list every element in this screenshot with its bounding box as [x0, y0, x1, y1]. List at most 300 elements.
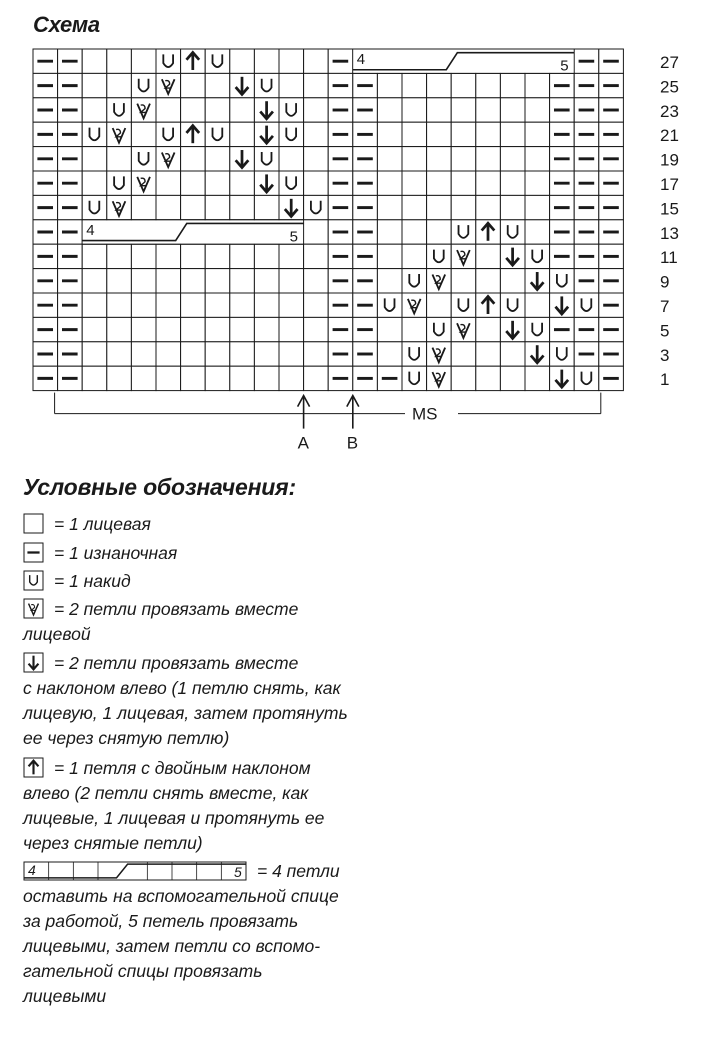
knit-cell: [181, 244, 206, 268]
purl-cell: [550, 98, 575, 122]
knit-cell: [377, 220, 402, 244]
ms-label: MS: [412, 404, 438, 424]
knit-cell: [427, 122, 452, 146]
legend-item-text: = 1 изнаночная: [54, 543, 178, 563]
purl-cell: [33, 195, 58, 219]
knit-cell: [254, 269, 279, 293]
knit-cell: [304, 98, 329, 122]
purl-cell: [58, 171, 83, 195]
ssk-cell: [230, 73, 255, 97]
purl-cell: [353, 171, 378, 195]
legend-item-ssk: [23, 651, 383, 751]
yarn-over-cell: [254, 73, 279, 97]
purl-cell: [33, 98, 58, 122]
legend-symbol-svg: [23, 652, 44, 673]
purl-cell: [353, 98, 378, 122]
knit-cell: [525, 73, 550, 97]
knit-cell: [181, 73, 206, 97]
knit-cell: [476, 122, 501, 146]
purl-cell: [58, 98, 83, 122]
knit-cell: [500, 73, 525, 97]
yarn-over-cell: [500, 293, 525, 317]
purl-cell: [328, 366, 353, 390]
chart-row: [33, 269, 623, 293]
knit-cell: [304, 147, 329, 171]
knit-cell: [427, 147, 452, 171]
knit-cell: [230, 98, 255, 122]
knit-cell: [82, 366, 107, 390]
knit-cell: [451, 366, 476, 390]
purl-cell: [574, 98, 599, 122]
knit-cell: [82, 342, 107, 366]
purl-cell: [574, 342, 599, 366]
legend-item-text: = 1 лицевая: [54, 514, 151, 534]
legend-item-k2tog: [23, 597, 383, 647]
knit-cell: [402, 73, 427, 97]
purl-cell: [574, 195, 599, 219]
knit-cell: [304, 73, 329, 97]
knit-cell: [107, 366, 132, 390]
legend-item-text: = 4 петли оставить на вспомогательной спице за работой, 5 петель провязать лицевыми, затем петли со вспомо- гательной спицы провязать лицевыми: [23, 861, 340, 1006]
knit-cell: [402, 98, 427, 122]
knit-cell: [451, 73, 476, 97]
row-number: 21: [660, 126, 679, 146]
yarn-over-cell: [205, 122, 230, 146]
legend-symbol-svg: [23, 513, 44, 534]
purl-cell: [58, 122, 83, 146]
purl-cell: [33, 342, 58, 366]
knit-cell: [500, 195, 525, 219]
yarn-over-cell: [107, 98, 132, 122]
k2tog-symbol-icon: [23, 598, 44, 619]
purl-cell: [550, 317, 575, 341]
knit-cell: [476, 317, 501, 341]
yarn-over-cell: [550, 342, 575, 366]
k2tog-cell: [156, 73, 181, 97]
knit-cell: [181, 293, 206, 317]
k2tog-cell: [131, 171, 156, 195]
purl-cell: [599, 171, 624, 195]
purl-cell: [33, 171, 58, 195]
knit-cell: [181, 366, 206, 390]
knit-cell: [254, 342, 279, 366]
knit-cell: [131, 195, 156, 219]
purl-cell: [328, 269, 353, 293]
knit-cell: [230, 269, 255, 293]
knit-cell: [377, 244, 402, 268]
knit-cell: [205, 171, 230, 195]
knit-cell: [427, 220, 452, 244]
cable-right-count: 5: [289, 228, 298, 246]
legend-item-purl: [23, 541, 383, 566]
knit-cell: [451, 269, 476, 293]
ssk-cell: [550, 293, 575, 317]
knit-cell: [304, 269, 329, 293]
knit-cell: [131, 342, 156, 366]
knit-cell: [82, 244, 107, 268]
purl-cell: [33, 317, 58, 341]
purl-cell: [58, 195, 83, 219]
knit-cell: [402, 195, 427, 219]
purl-cell: [550, 195, 575, 219]
knit-cell: [476, 73, 501, 97]
purl-cell: [574, 317, 599, 341]
purl-cell: [353, 342, 378, 366]
double-decrease-cell: [476, 293, 501, 317]
purl-cell: [328, 147, 353, 171]
k2tog-cell: [451, 244, 476, 268]
yarn-over-cell: [402, 366, 427, 390]
knit-cell: [205, 147, 230, 171]
chart-row: [33, 317, 623, 341]
knit-cell: [279, 269, 304, 293]
row-number: 15: [660, 199, 679, 219]
purl-cell: [328, 244, 353, 268]
knit-cell: [230, 171, 255, 195]
row-number: 11: [660, 248, 678, 268]
yarn-over-cell: [82, 195, 107, 219]
knit-cell: [181, 317, 206, 341]
knit-cell: [304, 171, 329, 195]
knit-cell: [377, 342, 402, 366]
row-number: 7: [660, 297, 670, 317]
knit-cell: [230, 122, 255, 146]
row-number: 9: [660, 272, 670, 292]
knit-cell: [525, 147, 550, 171]
knitting-chart: [0, 0, 719, 460]
ssk-cell: [525, 342, 550, 366]
knit-cell: [230, 293, 255, 317]
chart-row: [33, 366, 623, 390]
purl-cell: [574, 220, 599, 244]
purl-cell: [353, 73, 378, 97]
purl-cell: [328, 317, 353, 341]
knit-cell: [82, 98, 107, 122]
purl-cell: [58, 73, 83, 97]
row-number: 17: [660, 175, 679, 195]
knit-cell: [451, 171, 476, 195]
knit-cell: [402, 244, 427, 268]
knit-cell: [254, 366, 279, 390]
knit-cell: [451, 98, 476, 122]
chart-row: [33, 195, 623, 219]
k2tog-cell: [107, 122, 132, 146]
purl-cell: [599, 269, 624, 293]
knit-cell: [156, 366, 181, 390]
yarn-over-cell: [451, 293, 476, 317]
purl-cell: [599, 49, 624, 73]
knit-cell: [500, 342, 525, 366]
knit-cell: [476, 269, 501, 293]
knit-cell: [304, 244, 329, 268]
k2tog-cell: [427, 342, 452, 366]
purl-cell: [550, 73, 575, 97]
knit-cell: [377, 195, 402, 219]
purl-cell: [58, 220, 83, 244]
knit-cell: [500, 98, 525, 122]
k2tog-cell: [131, 98, 156, 122]
purl-cell: [328, 220, 353, 244]
yarn-over-cell: [156, 49, 181, 73]
purl-cell: [574, 73, 599, 97]
purl-cell: [550, 122, 575, 146]
chart-title: Схема: [33, 12, 100, 37]
purl-cell: [58, 342, 83, 366]
knit-cell: [525, 98, 550, 122]
marker-a: [298, 396, 310, 453]
knit-cell: [476, 366, 501, 390]
ms-bracket: [55, 393, 601, 424]
purl-cell: [328, 73, 353, 97]
yarn-over-cell: [156, 122, 181, 146]
knit-cell: [107, 244, 132, 268]
yarn-over-cell: [451, 220, 476, 244]
k2tog-cell: [451, 317, 476, 341]
knit-cell: [402, 317, 427, 341]
knit-cell: [205, 366, 230, 390]
knit-cell: [377, 269, 402, 293]
purl-cell: [574, 244, 599, 268]
k2tog-cell: [427, 366, 452, 390]
yarn-over-cell: [500, 220, 525, 244]
legend-item-cable: [23, 859, 443, 1009]
knit-cell: [377, 122, 402, 146]
knit-cell: [500, 122, 525, 146]
chart-row: [33, 73, 623, 97]
purl-cell: [599, 73, 624, 97]
ssk-cell: [550, 366, 575, 390]
ssk-symbol-icon: [23, 652, 44, 673]
knit-cell: [279, 244, 304, 268]
yarn-over-cell: [402, 269, 427, 293]
knit-cell: [156, 269, 181, 293]
marker-b-label: B: [346, 433, 359, 453]
legend-item-knit: [23, 512, 383, 537]
purl-cell: [33, 49, 58, 73]
row-number: 25: [660, 77, 679, 97]
row-number: 13: [660, 223, 679, 243]
knit-cell: [205, 317, 230, 341]
knit-cell: [304, 293, 329, 317]
knit-cell: [427, 73, 452, 97]
knit-cell: [402, 171, 427, 195]
knit-cell: [254, 293, 279, 317]
ssk-cell: [279, 195, 304, 219]
knit-cell: [451, 147, 476, 171]
purl-cell: [599, 147, 624, 171]
knit-cell: [156, 342, 181, 366]
purl-cell: [33, 122, 58, 146]
knit-cell: [131, 122, 156, 146]
purl-cell: [58, 317, 83, 341]
purl-cell: [599, 98, 624, 122]
knit-cell: [82, 73, 107, 97]
yarn-over-cell: [107, 171, 132, 195]
knit-cell: [525, 171, 550, 195]
legend-item-text: = 2 петли провязать вместе лицевой: [23, 599, 299, 644]
legend-item-text: = 1 петля с двойным наклоном влево (2 петли снять вместе, как лицевые, 1 лицевая и протянуть ее через снятые петли): [23, 758, 325, 853]
ssk-cell: [500, 317, 525, 341]
row-number: 23: [660, 101, 679, 121]
purl-cell: [574, 171, 599, 195]
cable-right-count: 5: [234, 864, 242, 880]
legend-item-double-decrease: [23, 756, 383, 856]
purl-cell: [353, 122, 378, 146]
knit-cell: [181, 98, 206, 122]
purl-cell: [58, 147, 83, 171]
chart-row: [33, 342, 623, 366]
double-decrease-symbol-icon: [23, 757, 44, 778]
knit-cell: [107, 269, 132, 293]
k2tog-cell: [427, 269, 452, 293]
knit-cell: [82, 317, 107, 341]
knit-cell: [205, 244, 230, 268]
knit-cell: [279, 317, 304, 341]
knit-cell: [82, 293, 107, 317]
purl-cell: [574, 269, 599, 293]
knit-cell: [476, 244, 501, 268]
purl-cell: [550, 220, 575, 244]
knit-cell: [181, 269, 206, 293]
legend-symbol-svg: [23, 542, 44, 563]
yarn-over-cell: [525, 317, 550, 341]
purl-cell: [599, 317, 624, 341]
purl-symbol-icon: [23, 542, 44, 563]
cable-left-count: 4: [356, 51, 366, 69]
row-number: 1: [660, 370, 670, 390]
row-number: 19: [660, 150, 679, 170]
knit-cell: [476, 147, 501, 171]
purl-cell: [599, 366, 624, 390]
purl-cell: [328, 342, 353, 366]
yarn-over-cell: [574, 366, 599, 390]
knit-cell: [107, 317, 132, 341]
purl-cell: [353, 317, 378, 341]
knit-cell: [156, 293, 181, 317]
yarn-over-cell: [82, 122, 107, 146]
yarn-over-cell: [525, 244, 550, 268]
knit-cell: [230, 244, 255, 268]
purl-cell: [328, 122, 353, 146]
k2tog-cell: [107, 195, 132, 219]
yarn-over-cell: [131, 73, 156, 97]
knit-cell: [254, 244, 279, 268]
knit-cell: [500, 366, 525, 390]
purl-cell: [33, 244, 58, 268]
knit-cell: [476, 98, 501, 122]
knit-cell: [181, 342, 206, 366]
yarn-over-cell: [279, 122, 304, 146]
knit-cell: [205, 342, 230, 366]
yarn-over-cell: [377, 293, 402, 317]
purl-cell: [33, 220, 58, 244]
yarn-over-cell: [550, 269, 575, 293]
yarn-over-cell: [279, 98, 304, 122]
yarn-over-cell: [402, 342, 427, 366]
chart-row: [33, 244, 623, 268]
knit-cell: [230, 342, 255, 366]
chart-row: [33, 147, 623, 171]
yarn-over-cell: [254, 147, 279, 171]
yarn-over-cell: [304, 195, 329, 219]
knit-cell: [82, 269, 107, 293]
knit-cell: [279, 147, 304, 171]
knit-cell: [279, 293, 304, 317]
knit-cell: [181, 171, 206, 195]
knit-cell: [377, 317, 402, 341]
purl-cell: [550, 147, 575, 171]
k2tog-cell: [402, 293, 427, 317]
purl-cell: [599, 220, 624, 244]
ssk-cell: [525, 269, 550, 293]
knit-cell: [82, 171, 107, 195]
knit-cell: [525, 195, 550, 219]
ssk-cell: [254, 122, 279, 146]
cable-mark: [353, 49, 574, 74]
ssk-cell: [230, 147, 255, 171]
purl-cell: [550, 244, 575, 268]
knit-cell: [304, 317, 329, 341]
cable-left-count: 4: [28, 862, 36, 878]
knit-cell: [402, 122, 427, 146]
knit-cell: [427, 98, 452, 122]
yarn-over-symbol-icon: [23, 570, 44, 591]
purl-cell: [574, 147, 599, 171]
knit-cell: [107, 342, 132, 366]
knit-cell: [500, 171, 525, 195]
cable-right-count: 5: [560, 57, 569, 75]
knit-cell: [279, 73, 304, 97]
purl-cell: [58, 293, 83, 317]
yarn-over-cell: [427, 244, 452, 268]
purl-cell: [550, 171, 575, 195]
knit-cell: [131, 269, 156, 293]
knit-cell: [230, 366, 255, 390]
purl-cell: [58, 269, 83, 293]
knit-cell: [205, 195, 230, 219]
knit-cell: [156, 244, 181, 268]
purl-cell: [353, 269, 378, 293]
legend-symbol-svg: [23, 570, 44, 591]
knit-cell: [402, 220, 427, 244]
knit-cell: [107, 147, 132, 171]
knit-cell: [131, 244, 156, 268]
knit-cell: [525, 366, 550, 390]
purl-cell: [328, 195, 353, 219]
knit-cell: [304, 366, 329, 390]
knit-cell: [427, 293, 452, 317]
marker-a-label: A: [297, 433, 309, 453]
knit-cell: [254, 317, 279, 341]
knit-cell: [181, 195, 206, 219]
purl-cell: [353, 147, 378, 171]
knit-cell: [500, 147, 525, 171]
purl-cell: [328, 49, 353, 73]
knit-cell: [304, 122, 329, 146]
k2tog-cell: [156, 147, 181, 171]
knit-cell: [279, 49, 304, 73]
yarn-over-cell: [131, 147, 156, 171]
knit-cell: [230, 49, 255, 73]
knit-cell: [230, 195, 255, 219]
purl-cell: [58, 366, 83, 390]
purl-cell: [599, 342, 624, 366]
knit-cell: [304, 220, 329, 244]
knit-cell: [377, 147, 402, 171]
knit-cell: [205, 98, 230, 122]
row-number: 5: [660, 321, 670, 341]
knit-cell: [427, 171, 452, 195]
